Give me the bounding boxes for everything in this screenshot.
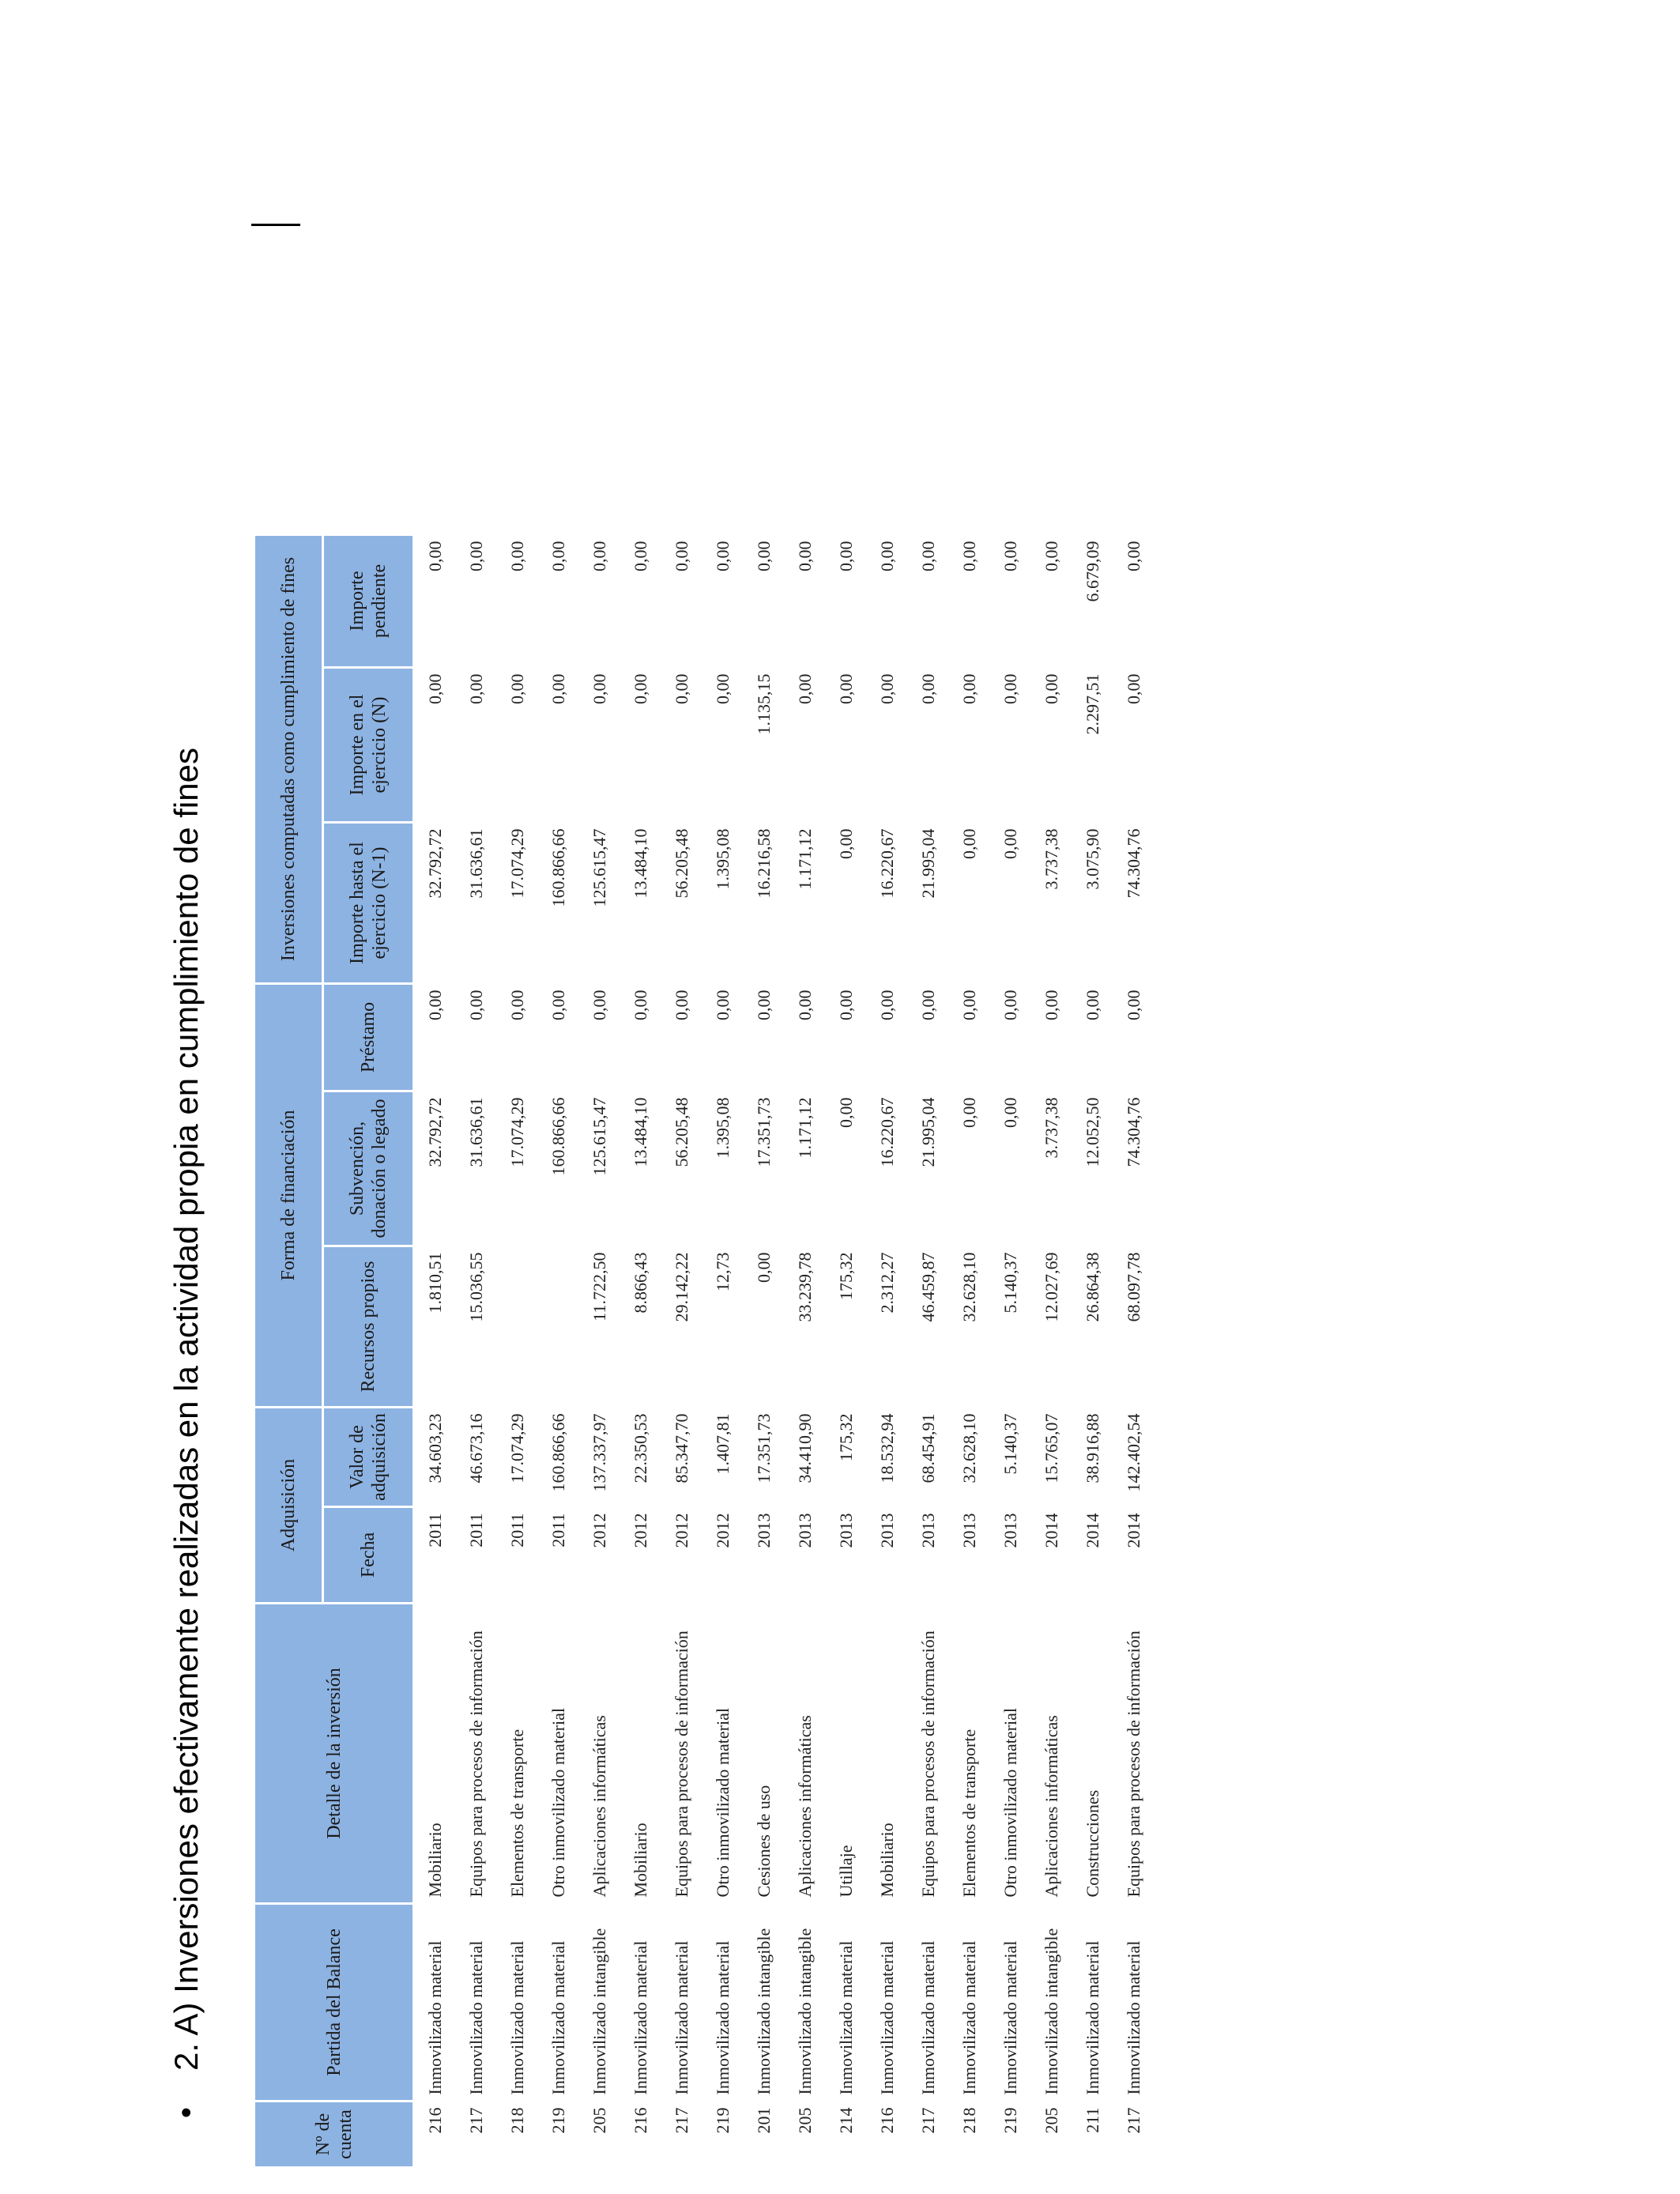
cell-prestamo: 0,00 bbox=[1000, 990, 1020, 1020]
cell-detalle: Mobiliario bbox=[877, 1823, 897, 1898]
cell-partida: Inmovilizado material bbox=[548, 1940, 568, 2095]
cell-detalle: Aplicaciones informáticas bbox=[1042, 1715, 1061, 1898]
cell-ejercicio: 0,00 bbox=[959, 673, 979, 704]
table-row bbox=[1113, 535, 1155, 2168]
cell-prestamo: 0,00 bbox=[631, 990, 650, 1020]
cell-prestamo: 0,00 bbox=[918, 990, 938, 1020]
cell-subvencion: 21.995,04 bbox=[918, 1097, 938, 1167]
cell-ejercicio: 0,00 bbox=[795, 673, 815, 704]
cell-detalle: Cesiones de uso bbox=[754, 1785, 774, 1898]
cell-hasta: 1.395,08 bbox=[713, 828, 733, 890]
header-subvencion: Subvención, donación o legado bbox=[323, 1091, 414, 1246]
cell-detalle: Aplicaciones informáticas bbox=[795, 1715, 815, 1898]
cell-prestamo: 0,00 bbox=[713, 990, 733, 1020]
cell-partida: Inmovilizado material bbox=[959, 1940, 979, 2095]
cell-subvencion: 31.636,61 bbox=[466, 1097, 486, 1167]
cell-pendiente: 0,00 bbox=[425, 541, 445, 571]
cell-partida: Inmovilizado material bbox=[713, 1940, 733, 2095]
cell-fecha: 2014 bbox=[1042, 1513, 1061, 1548]
header-inversiones: Inversiones computadas como cumplimiento de fines bbox=[254, 535, 323, 984]
header-prestamo: Préstamo bbox=[323, 984, 414, 1091]
cell-pendiente: 0,00 bbox=[1042, 541, 1061, 571]
cell-partida: Inmovilizado material bbox=[425, 1940, 445, 2095]
cell-fecha: 2011 bbox=[466, 1513, 486, 1547]
header-ejercicio: Importe en el ejercicio (N) bbox=[323, 668, 414, 823]
cell-valor: 18.532,94 bbox=[877, 1413, 897, 1483]
cell-partida: Inmovilizado material bbox=[877, 1940, 897, 2095]
cell-prestamo: 0,00 bbox=[672, 990, 691, 1020]
cell-subvencion: 0,00 bbox=[959, 1097, 979, 1128]
cell-prestamo: 0,00 bbox=[425, 990, 445, 1020]
cell-prestamo: 0,00 bbox=[1042, 990, 1061, 1020]
header-fecha: Fecha bbox=[323, 1507, 414, 1604]
cell-valor: 17.351,73 bbox=[754, 1413, 774, 1483]
cell-ejercicio: 0,00 bbox=[590, 673, 609, 704]
cell-prestamo: 0,00 bbox=[1083, 990, 1102, 1020]
cell-valor: 38.916,88 bbox=[1083, 1413, 1102, 1483]
table-row bbox=[908, 535, 949, 2168]
cell-fecha: 2011 bbox=[425, 1513, 445, 1547]
investments-table-wrapper bbox=[253, 533, 1155, 2169]
cell-detalle: Elementos de transporte bbox=[959, 1728, 979, 1898]
cell-hasta: 74.304,76 bbox=[1124, 828, 1143, 899]
cell-hasta: 1.171,12 bbox=[795, 828, 815, 890]
cell-detalle: Equipos para procesos de información bbox=[466, 1630, 486, 1898]
cell-recursos: 12.027,69 bbox=[1042, 1252, 1061, 1322]
cell-fecha: 2013 bbox=[836, 1513, 856, 1548]
cell-subvencion: 17.351,73 bbox=[754, 1097, 774, 1167]
table-row bbox=[456, 535, 497, 2168]
cell-prestamo: 0,00 bbox=[507, 990, 527, 1020]
cell-prestamo: 0,00 bbox=[466, 990, 486, 1020]
cell-recursos: 68.097,78 bbox=[1124, 1252, 1143, 1322]
table-row bbox=[1072, 535, 1113, 2168]
cell-valor: 15.765,07 bbox=[1042, 1413, 1061, 1483]
cell-valor: 34.410,90 bbox=[795, 1413, 815, 1483]
table-row bbox=[538, 535, 579, 2168]
header-hasta: Importe hasta el ejercicio (N-1) bbox=[323, 823, 414, 984]
cell-partida: Inmovilizado intangible bbox=[754, 1928, 774, 2095]
cell-partida: Inmovilizado material bbox=[1000, 1940, 1020, 2095]
cell-subvencion: 74.304,76 bbox=[1124, 1097, 1143, 1167]
cell-recursos: 175,32 bbox=[836, 1252, 856, 1300]
cell-hasta: 13.484,10 bbox=[631, 828, 650, 899]
cell-subvencion: 0,00 bbox=[836, 1097, 856, 1128]
table-row bbox=[414, 535, 457, 2168]
cell-hasta: 125.615,47 bbox=[590, 828, 609, 907]
cell-partida: Inmovilizado intangible bbox=[1042, 1928, 1061, 2095]
cell-partida: Inmovilizado material bbox=[631, 1940, 650, 2095]
cell-cuenta: 205 bbox=[1042, 2107, 1061, 2134]
cell-recursos bbox=[497, 1246, 538, 1408]
cell-cuenta: 214 bbox=[836, 2107, 856, 2134]
cell-valor: 34.603,23 bbox=[425, 1413, 445, 1483]
cell-hasta: 16.220,67 bbox=[877, 828, 897, 899]
cell-fecha: 2014 bbox=[1083, 1513, 1102, 1548]
cell-hasta: 56.205,48 bbox=[672, 828, 691, 899]
header-recursos: Recursos propios bbox=[323, 1246, 414, 1408]
cell-pendiente: 0,00 bbox=[959, 541, 979, 571]
cell-valor: 68.454,91 bbox=[918, 1413, 938, 1483]
cell-recursos: 2.312,27 bbox=[877, 1252, 897, 1314]
cell-partida: Inmovilizado material bbox=[466, 1940, 486, 2095]
cell-recursos: 11.722,50 bbox=[590, 1252, 609, 1321]
cell-hasta: 3.075,90 bbox=[1083, 828, 1102, 890]
cell-subvencion: 1.171,12 bbox=[795, 1097, 815, 1159]
cell-fecha: 2014 bbox=[1124, 1513, 1143, 1548]
section-heading bbox=[168, 748, 205, 2118]
cell-ejercicio: 0,00 bbox=[425, 673, 445, 704]
cell-fecha: 2013 bbox=[795, 1513, 815, 1548]
cell-ejercicio: 0,00 bbox=[877, 673, 897, 704]
cell-prestamo: 0,00 bbox=[754, 990, 774, 1020]
cell-ejercicio: 0,00 bbox=[1124, 673, 1143, 704]
table-row bbox=[785, 535, 826, 2168]
cell-ejercicio: 0,00 bbox=[713, 673, 733, 704]
cell-partida: Inmovilizado intangible bbox=[795, 1928, 815, 2095]
cell-pendiente: 0,00 bbox=[466, 541, 486, 571]
cell-pendiente: 0,00 bbox=[631, 541, 650, 571]
cell-fecha: 2013 bbox=[918, 1513, 938, 1548]
cell-cuenta: 217 bbox=[1124, 2107, 1143, 2134]
cell-cuenta: 211 bbox=[1083, 2107, 1102, 2133]
cell-hasta: 17.074,29 bbox=[507, 828, 527, 899]
table-row bbox=[949, 535, 990, 2168]
cell-subvencion: 13.484,10 bbox=[631, 1097, 650, 1167]
header-cuenta: Nº de cuenta bbox=[254, 2102, 414, 2168]
cell-valor: 32.628,10 bbox=[959, 1413, 979, 1483]
cell-fecha: 2012 bbox=[631, 1513, 650, 1548]
header-detalle: Detalle de la inversión bbox=[254, 1604, 414, 1904]
cell-cuenta: 216 bbox=[877, 2107, 897, 2134]
cell-recursos: 29.142,22 bbox=[672, 1252, 691, 1322]
cell-fecha: 2012 bbox=[590, 1513, 609, 1548]
cell-detalle: Otro inmovilizado material bbox=[713, 1708, 733, 1898]
cell-pendiente: 0,00 bbox=[672, 541, 691, 571]
header-adquisicion: Adquisición bbox=[254, 1408, 323, 1604]
cell-recursos: 46.459,87 bbox=[918, 1252, 938, 1322]
cell-valor: 175,32 bbox=[836, 1413, 856, 1461]
table-row bbox=[867, 535, 908, 2168]
cell-valor: 22.350,53 bbox=[631, 1413, 650, 1483]
heading-title: 2. A) Inversiones efectivamente realizadas en la actividad propia en cumplimiento de fines bbox=[168, 748, 205, 2071]
cell-ejercicio: 0,00 bbox=[548, 673, 568, 704]
cell-cuenta: 219 bbox=[1000, 2107, 1020, 2134]
cell-detalle: Equipos para procesos de información bbox=[1124, 1630, 1143, 1898]
cell-hasta: 3.737,38 bbox=[1042, 828, 1061, 890]
cell-valor: 17.074,29 bbox=[507, 1413, 527, 1483]
cell-detalle: Utillaje bbox=[836, 1845, 856, 1898]
cell-ejercicio: 0,00 bbox=[918, 673, 938, 704]
cell-valor: 142.402,54 bbox=[1124, 1413, 1143, 1492]
cell-cuenta: 201 bbox=[754, 2107, 774, 2134]
table-row bbox=[497, 535, 538, 2168]
cell-prestamo: 0,00 bbox=[877, 990, 897, 1020]
cell-prestamo: 0,00 bbox=[795, 990, 815, 1020]
cell-fecha: 2013 bbox=[959, 1513, 979, 1548]
cell-partida: Inmovilizado material bbox=[1083, 1940, 1102, 2095]
table-row bbox=[620, 535, 661, 2168]
cell-hasta: 16.216,58 bbox=[754, 828, 774, 899]
cell-fecha: 2011 bbox=[507, 1513, 527, 1547]
cell-hasta: 0,00 bbox=[1000, 828, 1020, 859]
cell-cuenta: 217 bbox=[672, 2107, 691, 2134]
cell-pendiente: 0,00 bbox=[1124, 541, 1143, 571]
cell-fecha: 2012 bbox=[713, 1513, 733, 1548]
header-pendiente: Importe pendiente bbox=[323, 535, 414, 668]
cell-cuenta: 217 bbox=[918, 2107, 938, 2134]
cell-prestamo: 0,00 bbox=[590, 990, 609, 1020]
cell-fecha: 2013 bbox=[1000, 1513, 1020, 1548]
cell-ejercicio: 1.135,15 bbox=[754, 673, 774, 735]
cell-subvencion: 12.052,50 bbox=[1083, 1097, 1102, 1167]
cell-cuenta: 217 bbox=[466, 2107, 486, 2134]
cell-pendiente: 0,00 bbox=[754, 541, 774, 571]
cell-cuenta: 216 bbox=[425, 2107, 445, 2134]
cell-detalle: Equipos para procesos de información bbox=[672, 1630, 691, 1898]
cell-recursos: 32.628,10 bbox=[959, 1252, 979, 1322]
table-row bbox=[1031, 535, 1072, 2168]
cell-pendiente: 0,00 bbox=[507, 541, 527, 571]
cell-detalle: Aplicaciones informáticas bbox=[590, 1715, 609, 1898]
cell-subvencion: 160.866,66 bbox=[548, 1097, 568, 1176]
cell-cuenta: 216 bbox=[631, 2107, 650, 2134]
cell-cuenta: 218 bbox=[507, 2107, 527, 2134]
table-row bbox=[661, 535, 703, 2168]
cell-cuenta: 218 bbox=[959, 2107, 979, 2134]
cell-recursos: 8.866,43 bbox=[631, 1252, 650, 1314]
cell-subvencion: 0,00 bbox=[1000, 1097, 1020, 1128]
cell-ejercicio: 0,00 bbox=[1042, 673, 1061, 704]
cell-ejercicio: 0,00 bbox=[631, 673, 650, 704]
cell-pendiente: 0,00 bbox=[836, 541, 856, 571]
cell-cuenta: 219 bbox=[548, 2107, 568, 2134]
cell-subvencion: 1.395,08 bbox=[713, 1097, 733, 1159]
cell-fecha: 2013 bbox=[754, 1513, 774, 1548]
cell-pendiente: 0,00 bbox=[548, 541, 568, 571]
cell-prestamo: 0,00 bbox=[1124, 990, 1143, 1020]
bullet-marker: • bbox=[168, 2106, 204, 2118]
cell-detalle: Equipos para procesos de información bbox=[918, 1630, 938, 1898]
cell-valor: 85.347,70 bbox=[672, 1413, 691, 1483]
cell-hasta: 31.636,61 bbox=[466, 828, 486, 899]
cell-partida: Inmovilizado material bbox=[1124, 1940, 1143, 2095]
table-row bbox=[703, 535, 744, 2168]
cell-ejercicio: 0,00 bbox=[466, 673, 486, 704]
table-row bbox=[990, 535, 1031, 2168]
cell-pendiente: 0,00 bbox=[1000, 541, 1020, 571]
cell-ejercicio: 0,00 bbox=[836, 673, 856, 704]
header-valor: Valor de adquisición bbox=[323, 1408, 414, 1507]
header-partida: Partida del Balance bbox=[254, 1904, 414, 2102]
investments-table bbox=[253, 533, 1155, 2169]
cell-detalle: Otro inmovilizado material bbox=[1000, 1708, 1020, 1898]
table-row bbox=[579, 535, 620, 2168]
cell-fecha: 2012 bbox=[672, 1513, 691, 1548]
cell-subvencion: 32.792,72 bbox=[425, 1097, 445, 1167]
cell-cuenta: 205 bbox=[795, 2107, 815, 2134]
cell-subvencion: 17.074,29 bbox=[507, 1097, 527, 1167]
cell-valor: 5.140,37 bbox=[1000, 1413, 1020, 1475]
cell-detalle: Mobiliario bbox=[631, 1823, 650, 1898]
table-body bbox=[414, 535, 1155, 2168]
cell-ejercicio: 0,00 bbox=[1000, 673, 1020, 704]
cell-recursos: 12,73 bbox=[713, 1252, 733, 1291]
cell-hasta: 0,00 bbox=[836, 828, 856, 859]
cell-fecha: 2013 bbox=[877, 1513, 897, 1548]
cell-subvencion: 56.205,48 bbox=[672, 1097, 691, 1167]
cell-pendiente: 0,00 bbox=[877, 541, 897, 571]
cell-partida: Inmovilizado intangible bbox=[590, 1928, 609, 2095]
cell-ejercicio: 0,00 bbox=[507, 673, 527, 704]
cell-ejercicio: 0,00 bbox=[672, 673, 691, 704]
cell-recursos: 1.810,51 bbox=[425, 1252, 445, 1314]
cell-hasta: 160.866,66 bbox=[548, 828, 568, 907]
cell-cuenta: 219 bbox=[713, 2107, 733, 2134]
cell-valor: 1.407,81 bbox=[713, 1413, 733, 1475]
table-row bbox=[826, 535, 867, 2168]
cell-subvencion: 3.737,38 bbox=[1042, 1097, 1061, 1159]
cell-valor: 46.673,16 bbox=[466, 1413, 486, 1483]
cell-subvencion: 125.615,47 bbox=[590, 1097, 609, 1176]
cell-prestamo: 0,00 bbox=[548, 990, 568, 1020]
cell-pendiente: 6.679,09 bbox=[1083, 541, 1102, 602]
header-edge-line bbox=[251, 224, 300, 226]
cell-prestamo: 0,00 bbox=[836, 990, 856, 1020]
cell-subvencion: 16.220,67 bbox=[877, 1097, 897, 1167]
cell-recursos: 26.864,38 bbox=[1083, 1252, 1102, 1322]
cell-pendiente: 0,00 bbox=[713, 541, 733, 571]
cell-detalle: Otro inmovilizado material bbox=[548, 1708, 568, 1898]
cell-valor: 137.337,97 bbox=[590, 1413, 609, 1492]
table-row bbox=[744, 535, 785, 2168]
cell-hasta: 32.792,72 bbox=[425, 828, 445, 899]
cell-partida: Inmovilizado material bbox=[507, 1940, 527, 2095]
cell-partida: Inmovilizado material bbox=[672, 1940, 691, 2095]
cell-pendiente: 0,00 bbox=[918, 541, 938, 571]
header-forma: Forma de financiación bbox=[254, 984, 323, 1408]
cell-partida: Inmovilizado material bbox=[918, 1940, 938, 2095]
cell-valor: 160.866,66 bbox=[548, 1413, 568, 1492]
cell-fecha: 2011 bbox=[548, 1513, 568, 1547]
cell-hasta: 21.995,04 bbox=[918, 828, 938, 899]
cell-detalle: Elementos de transporte bbox=[507, 1728, 527, 1898]
cell-prestamo: 0,00 bbox=[959, 990, 979, 1020]
cell-pendiente: 0,00 bbox=[590, 541, 609, 571]
cell-detalle: Construcciones bbox=[1083, 1789, 1102, 1898]
cell-recursos: 5.140,37 bbox=[1000, 1252, 1020, 1314]
cell-recursos: 33.239,78 bbox=[795, 1252, 815, 1322]
cell-partida: Inmovilizado material bbox=[836, 1940, 856, 2095]
cell-recursos bbox=[538, 1246, 579, 1408]
cell-hasta: 0,00 bbox=[959, 828, 979, 859]
cell-ejercicio: 2.297,51 bbox=[1083, 673, 1102, 735]
cell-cuenta: 205 bbox=[590, 2107, 609, 2134]
cell-pendiente: 0,00 bbox=[795, 541, 815, 571]
cell-recursos: 15.036,55 bbox=[466, 1252, 486, 1322]
cell-recursos: 0,00 bbox=[754, 1252, 774, 1283]
cell-detalle: Mobiliario bbox=[425, 1823, 445, 1898]
